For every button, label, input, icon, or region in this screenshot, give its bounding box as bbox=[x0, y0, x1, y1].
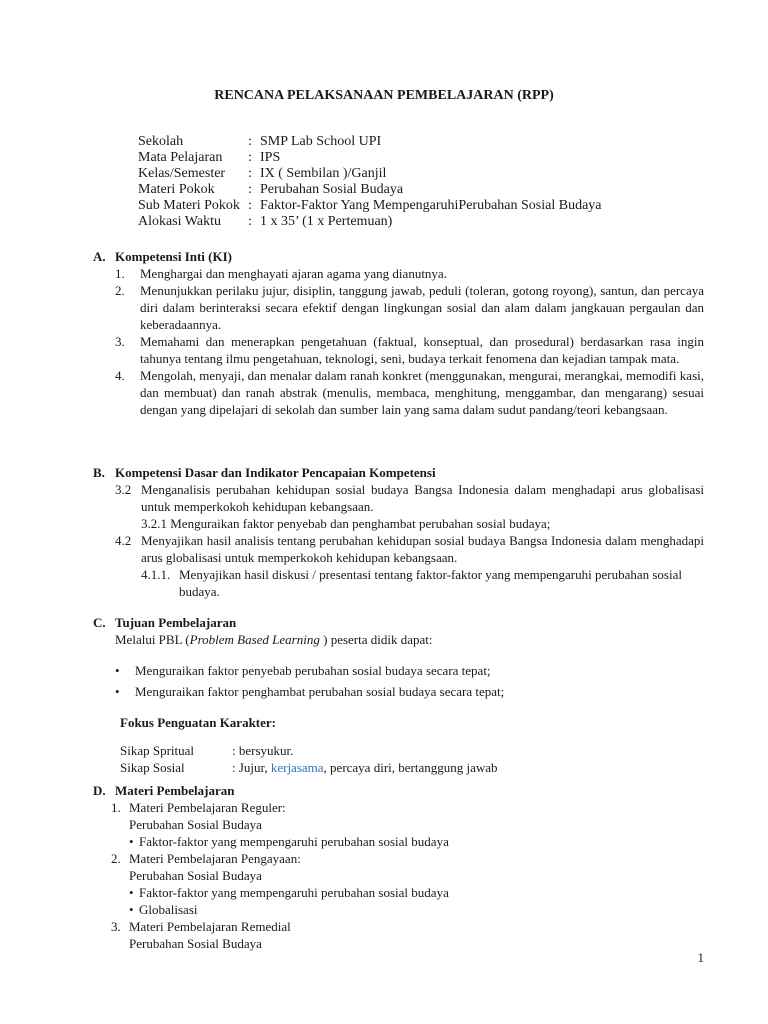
identity-table bbox=[138, 134, 602, 230]
list-item: 3. Materi Pembelajaran Remedial bbox=[111, 919, 291, 934]
section-heading: A. Kompetensi Inti (KI) bbox=[93, 249, 232, 264]
bullet-item: • Globalisasi bbox=[129, 902, 198, 917]
meta-row: Kelas/Semester : IX ( Sembilan )/Ganjil bbox=[138, 166, 387, 181]
list-item: 3. Memahami dan menerapkan pengetahuan (faktual, konseptual, dan prosedural) berdasarkan rasa ingin tahunya tentang ilmu pengetahuan, teknologi, seni, budaya terkait fenomena dan kejadian tampak mata. bbox=[115, 334, 704, 366]
section-kompetensi-dasar bbox=[93, 464, 704, 600]
list-item: 1. Materi Pembelajaran Reguler: bbox=[111, 800, 286, 815]
page-number: 1 bbox=[697, 950, 704, 965]
indicator: 3.2.1 Menguraikan faktor penyebab dan penghambat perubahan sosial budaya; bbox=[141, 516, 551, 531]
list-item: 1. Menghargai dan menghayati ajaran agama yang dianutnya. bbox=[115, 266, 447, 281]
meta-row: Alokasi Waktu : 1 x 35’ (1 x Pertemuan) bbox=[138, 214, 393, 229]
meta-row: Sekolah : SMP Lab School UPI bbox=[138, 134, 382, 149]
meta-row: Sub Materi Pokok : Faktor-Faktor Yang MempengaruhiPerubahan Sosial Budaya bbox=[138, 198, 602, 213]
section-kompetensi-inti bbox=[93, 248, 704, 418]
fokus-heading: Fokus Penguatan Karakter: bbox=[120, 715, 276, 730]
bullet-item: • Menguraikan faktor penghambat perubahan sosial budaya secara tepat; bbox=[115, 684, 505, 699]
section-heading: B. Kompetensi Dasar dan Indikator Pencapaian Kompetensi bbox=[93, 465, 436, 480]
section-heading: D. Materi Pembelajaran bbox=[93, 783, 235, 798]
section-heading: C. Tujuan Pembelajaran bbox=[93, 615, 237, 630]
list-item: 4.2 Menyajikan hasil analisis tentang perubahan kehidupan sosial budaya Bangsa Indonesia dalam menghadapi arus globalisasi untuk memperkokoh kehidupan kebangsaan. bbox=[115, 533, 704, 565]
list-item: 2. Menunjukkan perilaku jujur, disiplin, tanggung jawab, peduli (toleran, gotong royong), santun, dan percaya diri dalam berinteraksi secara efektif dengan lingkungan sosial dan alam dalam jangkauan pergaulan dan keberadaannya. bbox=[115, 283, 704, 332]
meta-row: Mata Pelajaran : IPS bbox=[138, 150, 281, 165]
sikap-row: Sikap Spritual : bersyukur. bbox=[120, 743, 294, 758]
bullet-item: • Faktor-faktor yang mempengaruhi perubahan sosial budaya bbox=[129, 885, 449, 900]
section-tujuan bbox=[93, 614, 704, 776]
indicator: 4.1.1. Menyajikan hasil diskusi / presentasi tentang faktor-faktor yang mempengaruhi perubahan sosial budaya. bbox=[141, 567, 682, 599]
bullet-item: • Faktor-faktor yang mempengaruhi perubahan sosial budaya bbox=[129, 834, 449, 849]
intro-text: Melalui PBL (Problem Based Learning ) peserta didik dapat: bbox=[115, 632, 433, 647]
sikap-row: Sikap Sosial : Jujur, kerjasama, percaya diri, bertanggung jawab bbox=[120, 760, 498, 775]
bullet-item: • Menguraikan faktor penyebab perubahan sosial budaya secara tepat; bbox=[115, 663, 491, 678]
sub-title: Perubahan Sosial Budaya bbox=[129, 936, 262, 951]
link-kerjasama[interactable]: kerjasama bbox=[270, 760, 324, 775]
meta-row: Materi Pokok : Perubahan Sosial Budaya bbox=[138, 182, 404, 197]
list-item: 4. Mengolah, menyaji, dan menalar dalam ranah konkret (menggunakan, mengurai, merangkai, memodifi kasi, dan membuat) dan ranah abstrak (menulis, membaca, menghitung, menggambar, dan mengarang) sesuai dengan yang dipelajari di sekolah dan sumber lain yang sama dalam sudut pandang/teori kebangsaan. bbox=[115, 368, 704, 417]
section-materi bbox=[93, 782, 704, 952]
sub-title: Perubahan Sosial Budaya bbox=[129, 817, 262, 832]
list-item: 3.2 Menganalisis perubahan kehidupan sosial budaya Bangsa Indonesia dalam menghadapi arus globalisasi untuk memperkokoh kehidupan kebangsaan. bbox=[115, 482, 704, 514]
sub-title: Perubahan Sosial Budaya bbox=[129, 868, 262, 883]
list-item: 2. Materi Pembelajaran Pengayaan: bbox=[111, 851, 301, 866]
document-title: RENCANA PELAKSANAAN PEMBELAJARAN (RPP) bbox=[214, 88, 554, 103]
